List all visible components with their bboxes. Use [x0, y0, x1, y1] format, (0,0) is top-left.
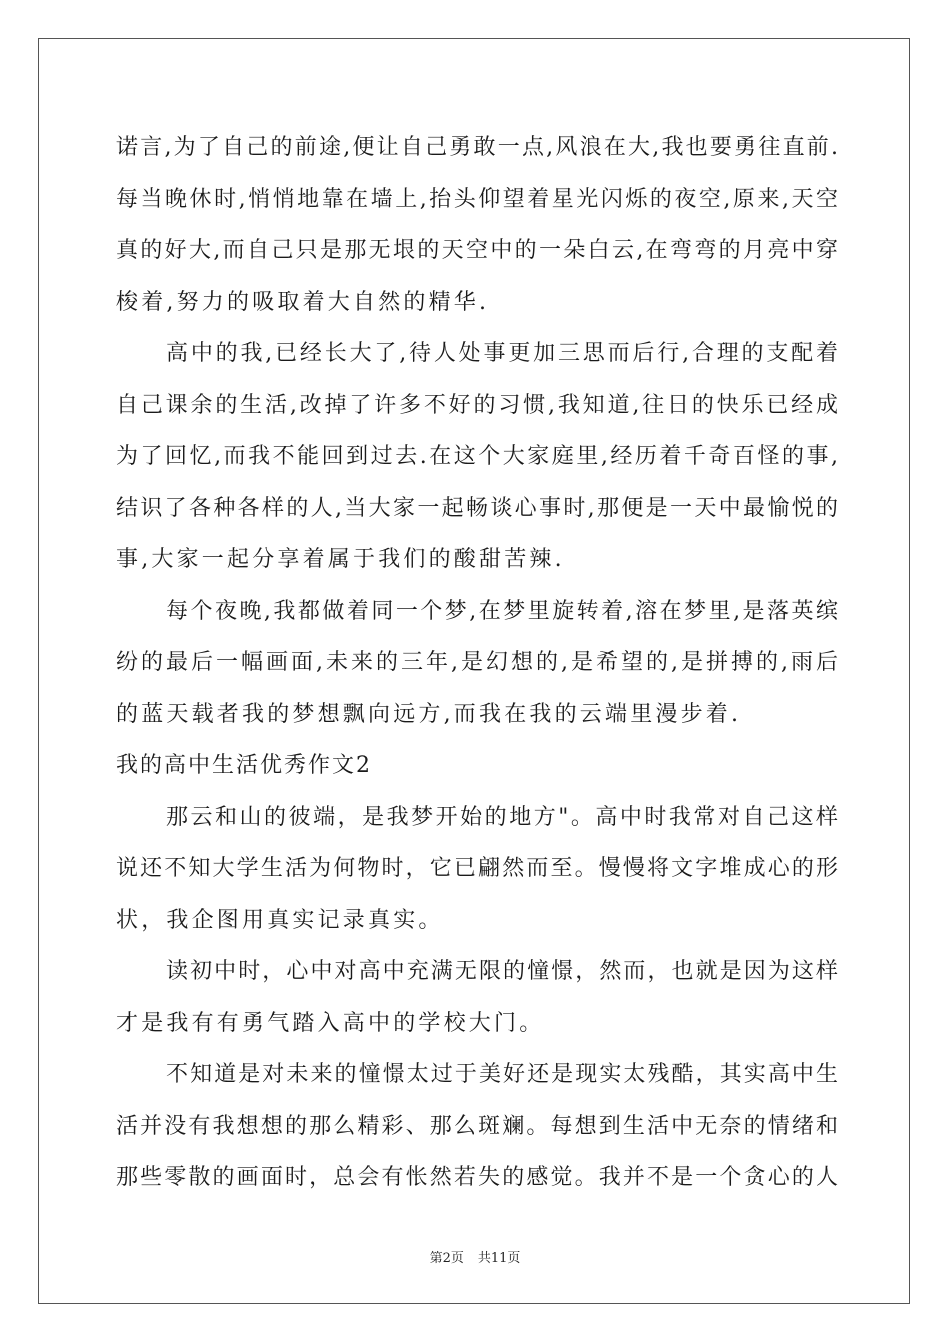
text-line: 每个夜晚,我都做着同一个梦,在梦里旋转着,溶在梦里,是落英缤: [166, 598, 838, 624]
document-body: [116, 122, 838, 1204]
text-line: 不知道是对未来的憧憬太过于美好还是现实太残酷，其实高中生: [166, 1062, 838, 1087]
section-heading: 我的高中生活优秀作文2: [116, 753, 372, 778]
text-line: 活并没有我想想的那么精彩、那么斑斓。每想到生活中无奈的情绪和: [116, 1113, 838, 1139]
text-line: 诺言,为了自己的前途,便让自己勇敢一点,风浪在大,我也要勇往直前.: [116, 135, 838, 160]
text-line: 真的好大,而自己只是那无垠的天空中的一朵白云,在弯弯的月亮中穿: [116, 238, 838, 263]
text-line: 才是我有有勇气踏入高中的学校大门。: [116, 1010, 545, 1036]
text-line: 结识了各种各样的人,当大家一起畅谈心事时,那便是一天中最愉悦的: [116, 495, 838, 521]
text-line: 自己课余的生活,改掉了许多不好的习惯,我知道,往日的快乐已经成: [116, 392, 838, 418]
page-total: 共11页: [477, 1251, 521, 1266]
text-line: 每当晚休时,悄悄地靠在墙上,抬头仰望着星光闪烁的夜空,原来,天空: [116, 186, 838, 212]
text-line: 那云和山的彼端，是我梦开始的地方"。高中时我常对自己这样: [166, 804, 838, 830]
text-line: 事,大家一起分享着属于我们的酸甜苦辣.: [116, 547, 565, 572]
text-line: 纷的最后一幅画面,未来的三年,是幻想的,是希望的,是拼搏的,雨后: [116, 650, 838, 675]
text-line: 梭着,努力的吸取着大自然的精华.: [116, 289, 490, 315]
text-line: 为了回忆,而我不能回到过去.在这个大家庭里,经历着千奇百怪的事,: [116, 444, 838, 469]
text-line: 状，我企图用真实记录真实。: [116, 907, 444, 933]
text-line: 的蓝天载者我的梦想飘向远方,而我在我的云端里漫步着.: [116, 701, 742, 727]
text-line: 那些零散的画面时，总会有怅然若失的感觉。我并不是一个贪心的人: [116, 1165, 838, 1190]
text-line: 说还不知大学生活为何物时，它已翩然而至。慢慢将文字堆成心的形: [116, 856, 838, 881]
page-footer: [0, 1247, 950, 1266]
text-line: 高中的我,已经长大了,待人处事更加三思而后行,合理的支配着: [166, 341, 838, 366]
page-number: 第2页: [429, 1251, 464, 1266]
text-line: 读初中时，心中对高中充满无限的憧憬，然而，也就是因为这样: [166, 959, 838, 984]
